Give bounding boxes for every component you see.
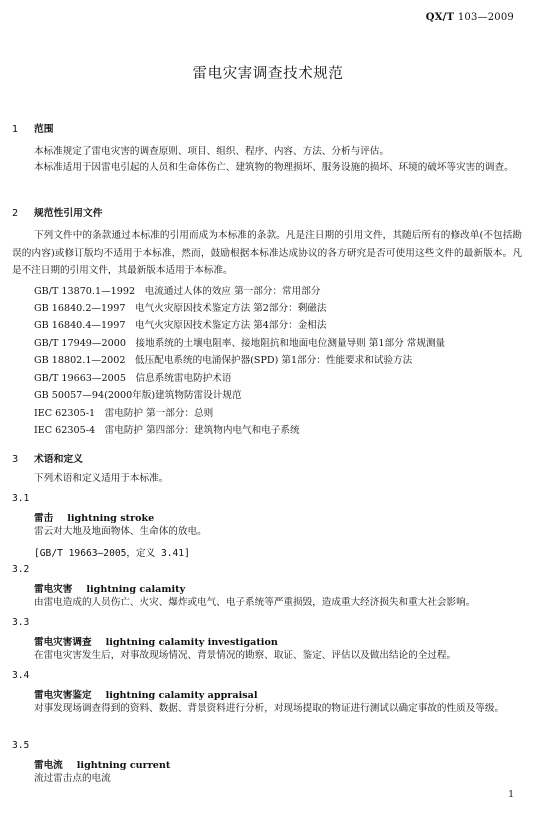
reference-item: GB 16840.2—1997 电气火灾原因技术鉴定方法 第2部分：剩磁法 bbox=[34, 303, 327, 314]
term-heading: 雷击 lightning stroke bbox=[34, 513, 155, 524]
paragraph: 下列术语和定义适用于本标准。 bbox=[34, 473, 169, 484]
paragraph: 本标准适用于因雷电引起的人员和生命体伤亡、建筑物的物理损坏、服务设施的损坏、环境的破坏等灾害的调查。 bbox=[34, 162, 514, 173]
section-heading-3: 3 术语和定义 bbox=[12, 454, 83, 465]
section-heading-1: 1 范围 bbox=[12, 124, 54, 135]
term-number: 3.4 bbox=[12, 670, 30, 681]
paragraph: 下列文件中的条款通过本标准的引用而成为本标准的条款。凡是注日期的引用文件，其随后所有的修改单(不包括勘误的内容)或修订版均不适用于本标准，然而，鼓励根据本标准达成协议的各方研究是否可使用这些文件的最新版本。凡是不注日期的引用文件，其最新版本适用于本标准。 bbox=[12, 230, 522, 276]
term-heading: 雷电灾害鉴定 lightning calamity appraisal bbox=[34, 690, 258, 701]
standard-code bbox=[426, 12, 514, 23]
reference-item: GB 18802.1—2002 低压配电系统的电涌保护器(SPD) 第1部分：性能要求和试验方法 bbox=[34, 355, 413, 366]
term-number: 3.5 bbox=[12, 740, 30, 751]
term-heading: 雷电灾害调查 lightning calamity investigation bbox=[34, 637, 278, 648]
section-heading-2: 2 规范性引用文件 bbox=[12, 208, 103, 219]
document-title: 雷电灾害调查技术规范 bbox=[192, 66, 344, 82]
term-definition: 雷云对大地及地面物体、生命体的放电。 bbox=[34, 526, 207, 537]
term-definition: 对事发现场调查得到的资料、数据、背景资料进行分析，对现场提取的物证进行测试以确定事故的性质及等级。 bbox=[34, 703, 505, 714]
standard-number: 103—2009 bbox=[457, 12, 514, 23]
reference-item: GB 16840.4—1997 电气火灾原因技术鉴定方法 第4部分：金相法 bbox=[34, 320, 327, 331]
paragraph: 本标准规定了雷电灾害的调查原则、项目、组织、程序、内容、方法、分析与评估。 bbox=[34, 146, 389, 157]
reference-item: GB/T 19663—2005 信息系统雷电防护术语 bbox=[34, 373, 232, 384]
term-definition: 流过雷击点的电流 bbox=[34, 773, 111, 784]
page-number: 1 bbox=[508, 790, 514, 800]
reference-item: IEC 62305-1 雷电防护 第一部分：总则 bbox=[34, 408, 214, 419]
term-heading: 雷电灾害 lightning calamity bbox=[34, 584, 186, 595]
reference-item: IEC 62305-4 雷电防护 第四部分：建筑物内电气和电子系统 bbox=[34, 425, 300, 436]
term-heading: 雷电流 lightning current bbox=[34, 760, 171, 771]
term-number: 3.2 bbox=[12, 564, 30, 575]
term-source: [GB/T 19663—2005，定义 3.41] bbox=[34, 548, 190, 559]
term-number: 3.3 bbox=[12, 617, 30, 628]
standard-prefix: QX/T bbox=[425, 12, 455, 23]
term-number: 3.1 bbox=[12, 493, 30, 504]
reference-item: GB 50057—94(2000年版)建筑物防雷设计规范 bbox=[34, 390, 242, 401]
term-definition: 由雷电造成的人员伤亡、火灾、爆炸或电气、电子系统等严重损毁，造成重大经济损失和重大社会影响。 bbox=[34, 597, 476, 608]
reference-item: GB/T 13870.1—1992 电流通过人体的效应 第一部分：常用部分 bbox=[34, 286, 321, 297]
reference-item: GB/T 17949—2000 接地系统的土壤电阻率、接地阻抗和地面电位测量导则 第1部分 常规测量 bbox=[34, 338, 446, 349]
term-definition: 在雷电灾害发生后，对事故现场情况、背景情况的勘察、取证、鉴定、评估以及做出结论的全过程。 bbox=[34, 650, 457, 661]
